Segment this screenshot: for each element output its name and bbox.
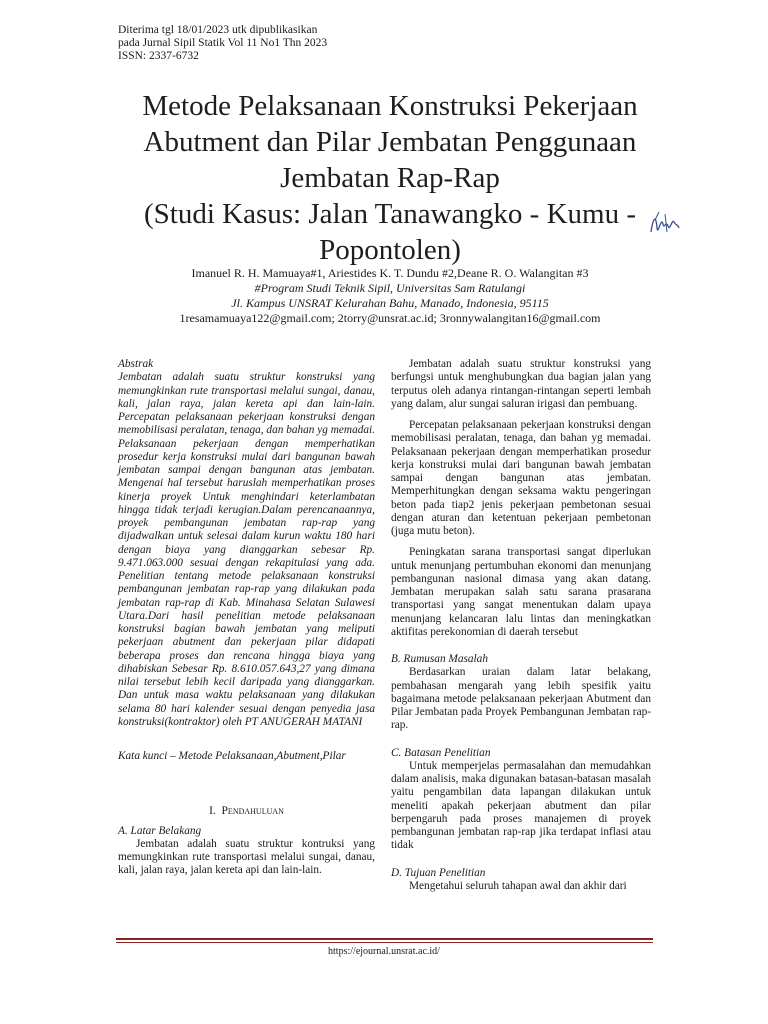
author-block — [40, 266, 740, 326]
section-number: I. — [209, 805, 216, 818]
author-emails: 1resamamuaya122@gmail.com; 2torry@unsrat.ac.id; 3ronnywalangitan16@gmail.com — [179, 311, 601, 325]
footer-rule-thick — [116, 938, 653, 940]
paragraph-rumusan-masalah: Berdasarkan uraian dalam latar belakang, pembahasan mengarah yang lebih spesifik yaitu bagaimana metode pelaksanaan pekerjaan Abutment dan Pilar Jembatan pada Proyek Pembangunan Jembatan rap-rap. — [391, 666, 651, 732]
subsection-tujuan-penelitian: D. Tujuan Penelitian — [391, 866, 486, 879]
paper-title-line5: Popontolen) — [319, 234, 461, 266]
signature-mark — [647, 206, 681, 240]
abstract-heading: Abstrak — [118, 358, 154, 370]
paper-title-line3: Jembatan Rap-Rap — [280, 162, 500, 194]
subsection-latar-belakang: A. Latar Belakang — [118, 824, 202, 837]
subsection-batasan-penelitian: C. Batasan Penelitian — [391, 746, 491, 759]
abstract-body: Jembatan adalah suatu struktur konstruksi yang memungkinkan rute transportasi melalui sungai, danau, kali, jalan raya, jalan kereta api dan lain-lain. Percepatan pelaksanaan pekerjaan konstruksi dengan memobilisasi peralatan, tenaga, dan bahan yg memadai. Pelaksanaan pekerjaan dengan memperhatikan prosedur kerja konstruksi mulai dari bangunan bawah jembatan sampai dengan bangunan atas jembatan. Mengenai hal tersebut haruslah memperhatikan proses kinerja proyek Untuk menghindari keterlambatan hingga tidak terjadi kerugian.Dalam perencanaannya, proyek pembangunan jembatan rap-rap yang dijadwalkan untuk selesai dalam kurun waktu 180 hari dengan biaya yang dianggarkan sebesar Rp. 9.471.063.000 sesuai dengan rekapitulasi yang ada. Penelitian tentang metode pelaksanaan konstruksi pembangunan jembatan rap-rap yang dilakukan pada jembatan rap-rap di Kab. Minahasa Selatan Sulawesi Utara.Dari hasil penelitian metode pelaksanaan konstruksi bagian bawah jembatan yang meliputi pekerjaan abutment dan pekerjaan pilar didapati beberapa proses dan rencana hingga biaya yang dihabiskan Sebesar Rp. 8.610.057.643,27 yang dimana nilai tersebut lebih kecil daripada yang dianggarkan. Dan untuk masa waktu pelaksanaan yang dilakukan selama 80 hari kalender sesuai dengan penyedia jasa konstruksi(kontraktor) oleh PT ANUGERAH MATANI — [118, 371, 375, 728]
publication-note — [118, 24, 327, 62]
left-column — [118, 358, 375, 878]
subsection-rumusan-masalah: B. Rumusan Masalah — [391, 653, 488, 665]
author-affiliation-address: Jl. Kampus UNSRAT Kelurahan Bahu, Manado, Indonesia, 95115 — [231, 296, 549, 310]
publication-note-line1: Diterima tgl 18/01/2023 utk dipublikasikan — [118, 24, 318, 36]
paper-title-line1: Metode Pelaksanaan Konstruksi Pekerjaan — [142, 90, 638, 122]
paper-title-line4: (Studi Kasus: Jalan Tanawangko - Kumu - — [144, 198, 636, 230]
section-title: Pendahuluan — [221, 805, 284, 818]
keywords: Kata kunci – Metode Pelaksanaan,Abutment,Pilar — [118, 750, 346, 762]
paper-title — [40, 88, 740, 268]
author-names: Imanuel R. H. Mamuaya#1, Ariestides K. T. Dundu #2,Deane R. O. Walangitan #3 — [191, 266, 589, 280]
section-heading-introduction — [118, 805, 375, 818]
paragraph-peningkatan-sarana: Peningkatan sarana transportasi sangat diperlukan untuk menunjang pertumbuhan ekonomi dan menunjang pembangunan nasional dimasa yang akan datang. Jembatan merupakan salah satu sarana prasarana transportasi yang sangat menentukan dalam upaya menunjang kelancaran lalu lintas dan meningkatkan aktifitas perekonomian di daerah tersebut — [391, 546, 651, 638]
publication-note-issn: ISSN: 2337-6732 — [118, 49, 199, 62]
paragraph-batasan-penelitian: Untuk memperjelas permasalahan dan memudahkan dalam analisis, maka digunakan batasan-batasan masalah yaitu pengambilan data lapangan dilakukan untuk meneliti apakah pekerjaan abutment dan pilar berpengaruh pada proses manajemen di proyek pembangunan jembatan rap-rap jika terdapat inflasi atau tidak — [391, 759, 651, 852]
footer-journal-link[interactable]: https://ejournal.unsrat.ac.id/ — [328, 946, 440, 957]
footer-rule-thin — [116, 942, 653, 943]
paragraph-percepatan: Percepatan pelaksanaan pekerjaan konstruksi dengan memobilisasi peralatan, tenaga, dan bahan yg memadai. Pelaksanaan pekerjaan dengan memperhatikan prosedur kerja konstruksi mulai dari bangunan bawah jembatan sampai dengan bangunan atas jembatan. Memperhitungkan dengan seksama waktu pengeringan beton pada tiap2 jenis pekerjaan pembetonan sesuai dengan aturan dan ketentuan pekerjaan pembetonan (juga mutu beton). — [391, 419, 651, 537]
paragraph-latar-belakang: Jembatan adalah suatu struktur kontruksi yang memungkinkan rute transportasi melalui sungai, danau, kali, jalan raya, jalan kereta api dan lain-lain. — [118, 837, 375, 877]
paragraph-tujuan-penelitian: Mengetahui seluruh tahapan awal dan akhir dari — [409, 879, 627, 892]
right-column — [391, 358, 651, 893]
author-affiliation-program: #Program Studi Teknik Sipil, Universitas Sam Ratulangi — [254, 281, 526, 295]
paragraph-jembatan-definisi: Jembatan adalah suatu struktur konstruksi yang berfungsi untuk menghubungkan dua bagian jalan yang terputus oleh adanya rintangan-rintangan seperti lembah yang dalam, alur sungai saluran irigasi dan pembuang. — [391, 358, 651, 410]
paper-title-line2: Abutment dan Pilar Jembatan Penggunaan — [143, 126, 637, 158]
publication-note-line2: pada Jurnal Sipil Statik Vol 11 No1 Thn 2023 — [118, 36, 328, 49]
